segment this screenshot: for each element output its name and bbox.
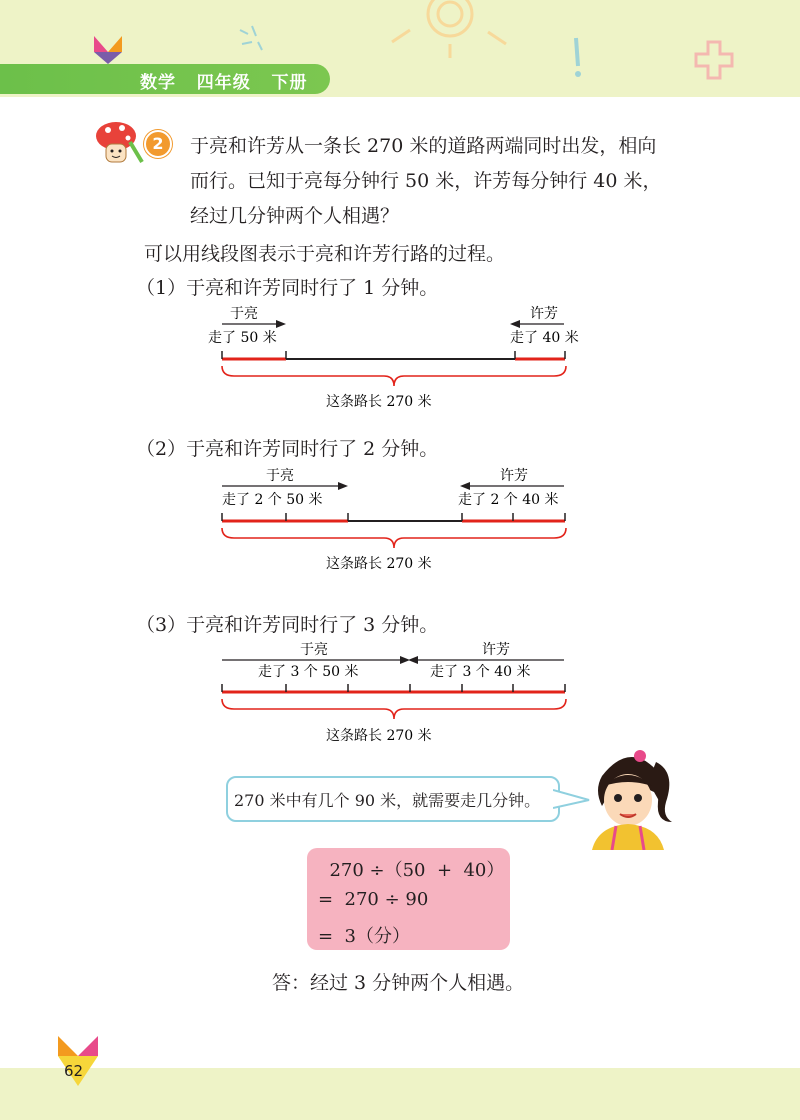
- mushroom-mascot-icon: [94, 118, 148, 168]
- problem-number-badge: 2: [144, 130, 172, 158]
- calculation-line-3: = 3（分）: [318, 926, 410, 947]
- step-3-left-walk: 走了 3 个 50 米: [258, 664, 359, 680]
- problem-line-3: 经过几分钟两个人相遇？: [190, 205, 400, 227]
- step-1-right-name: 许芳: [530, 306, 558, 322]
- page-number: 62: [64, 1062, 84, 1080]
- step-1-left-name: 于亮: [230, 306, 258, 322]
- step-1-right-arrowhead: [510, 320, 520, 328]
- step-3-label: （3）于亮和许芳同时行了 3 分钟。: [136, 614, 439, 636]
- sun-doodle-icon: [380, 0, 520, 60]
- step-2-total: 这条路长 270 米: [326, 556, 432, 572]
- speech-bubble-text: 270 米中有几个 90 米，就需要走几分钟。: [234, 791, 541, 810]
- step-1-total: 这条路长 270 米: [326, 394, 432, 410]
- step-2-right-arrowhead: [460, 482, 470, 490]
- bottom-decoration-band: [0, 1068, 800, 1120]
- step-3-right-name: 许芳: [482, 642, 510, 658]
- header-title: 数学 四年级 下册: [140, 73, 308, 93]
- problem-line-2: 而行。已知于亮每分钟行 50 米，许芳每分钟行 40 米，: [190, 170, 662, 192]
- step-2-left-walk: 走了 2 个 50 米: [222, 492, 323, 508]
- step-3-total: 这条路长 270 米: [326, 728, 432, 744]
- girl-character-icon: [582, 742, 678, 850]
- step-2-left-arrowhead: [338, 482, 348, 490]
- step-1-left-walk: 走了 50 米: [208, 330, 277, 346]
- problem-line-1: 于亮和许芳从一条长 270 米的道路两端同时出发，相向: [190, 135, 657, 157]
- step-1-left-arrowhead: [276, 320, 286, 328]
- step-3-brace: [222, 699, 566, 719]
- step-2-brace: [222, 528, 566, 548]
- exclaim-doodle-icon: [566, 36, 586, 80]
- line-diagram-step-1: [200, 300, 600, 412]
- step-2-right-name: 许芳: [500, 468, 528, 484]
- answer-text: 答：经过 3 分钟两个人相遇。: [272, 972, 525, 994]
- step-2-left-name: 于亮: [266, 468, 294, 484]
- step-2-label: （2）于亮和许芳同时行了 2 分钟。: [136, 438, 439, 460]
- calculation-line-2: = 270 ÷ 90: [318, 889, 429, 910]
- sparkle-doodle-icon: [236, 24, 266, 54]
- step-1-brace: [222, 366, 566, 386]
- intro-text: 可以用线段图表示于亮和许芳行路的过程。: [144, 243, 506, 265]
- step-1-right-walk: 走了 40 米: [510, 330, 579, 346]
- step-3-left-name: 于亮: [300, 642, 328, 658]
- step-3-right-arrowhead: [408, 656, 418, 664]
- step-2-right-walk: 走了 2 个 40 米: [458, 492, 559, 508]
- calculation-line-1: 270 ÷（50 + 40）: [318, 860, 505, 881]
- step-3-right-walk: 走了 3 个 40 米: [430, 664, 531, 680]
- line-diagram-step-3: [200, 636, 600, 748]
- plus-doodle-icon: [694, 40, 734, 80]
- step-1-label: （1）于亮和许芳同时行了 1 分钟。: [136, 277, 439, 299]
- line-diagram-step-2: [200, 462, 600, 574]
